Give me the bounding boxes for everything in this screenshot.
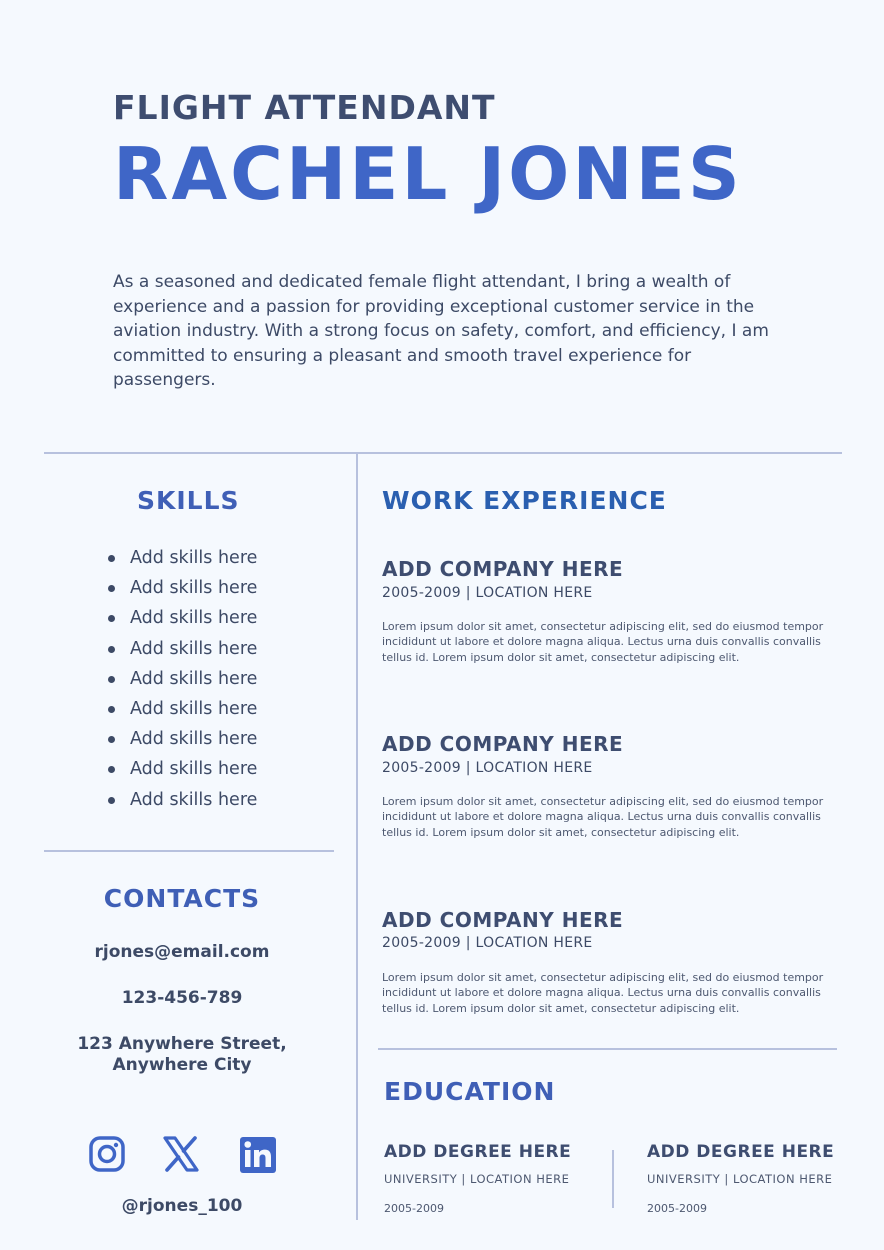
job-description: Lorem ipsum dolor sit amet, consectetur adipiscing elit, sed do eiusmod tempor incididunt ut labore et dolore magna aliqua. Lectus urna duis convallis convallis tellus id. Lorem ipsum dolor sit amet, consectetur adipiscing elit. bbox=[382, 795, 824, 839]
column-divider bbox=[356, 454, 358, 1220]
contact-address-line1: 123 Anywhere Street, bbox=[77, 1034, 287, 1054]
contact-phone: 123-456-789 bbox=[121, 988, 243, 1008]
instagram-icon[interactable] bbox=[88, 1135, 126, 1173]
skills-heading: SKILLS bbox=[137, 486, 240, 515]
skill-item: Add skills here bbox=[105, 787, 257, 817]
skill-item: Add skills here bbox=[105, 726, 257, 756]
university-location: UNIVERSITY | LOCATION HERE bbox=[384, 1172, 570, 1186]
profile-summary: As a seasoned and dedicated female flight attendant, I bring a wealth of experience and a passion for providing exceptional customer service in the aviation industry. With a strong focus on safety, comfort, and efficiency, I am committed to ensuring a pleasant and smooth travel experience for passengers. bbox=[113, 272, 769, 390]
education-heading: EDUCATION bbox=[384, 1077, 556, 1106]
contact-email: rjones@email.com bbox=[94, 942, 270, 962]
skill-item: Add skills here bbox=[105, 696, 257, 726]
social-handle: @rjones_100 bbox=[121, 1196, 243, 1216]
contacts-heading: CONTACTS bbox=[103, 884, 261, 913]
work-education-divider bbox=[378, 1048, 837, 1050]
contact-address-line2: Anywhere City bbox=[112, 1055, 252, 1075]
job-description: Lorem ipsum dolor sit amet, consectetur adipiscing elit, sed do eiusmod tempor incididunt ut labore et dolore magna aliqua. Lectus urna duis convallis convallis tellus id. Lorem ipsum dolor sit amet, consectetur adipiscing elit. bbox=[382, 971, 824, 1015]
company-name: ADD COMPANY HERE bbox=[382, 732, 624, 756]
skill-item: Add skills here bbox=[105, 605, 257, 635]
company-name: ADD COMPANY HERE bbox=[382, 557, 624, 581]
company-name: ADD COMPANY HERE bbox=[382, 908, 624, 932]
education-divider bbox=[612, 1150, 614, 1208]
skills-list bbox=[105, 545, 257, 817]
job-dates-location: 2005-2009 | LOCATION HERE bbox=[382, 760, 593, 776]
degree-years: 2005-2009 bbox=[647, 1202, 707, 1215]
university-location: UNIVERSITY | LOCATION HERE bbox=[647, 1172, 833, 1186]
skills-contacts-divider bbox=[44, 850, 334, 852]
skill-item: Add skills here bbox=[105, 545, 257, 575]
job-title: FLIGHT ATTENDANT bbox=[113, 88, 496, 127]
work-experience-heading: WORK EXPERIENCE bbox=[382, 486, 667, 515]
x-icon[interactable] bbox=[162, 1135, 200, 1173]
job-dates-location: 2005-2009 | LOCATION HERE bbox=[382, 585, 593, 601]
degree-name: ADD DEGREE HERE bbox=[647, 1142, 835, 1162]
linkedin-icon[interactable] bbox=[239, 1136, 277, 1174]
skill-item: Add skills here bbox=[105, 666, 257, 696]
job-description: Lorem ipsum dolor sit amet, consectetur adipiscing elit, sed do eiusmod tempor incididunt ut labore et dolore magna aliqua. Lectus urna duis convallis convallis tellus id. Lorem ipsum dolor sit amet, consectetur adipiscing elit. bbox=[382, 620, 824, 664]
skill-item: Add skills here bbox=[105, 636, 257, 666]
header-divider bbox=[44, 452, 842, 454]
degree-years: 2005-2009 bbox=[384, 1202, 444, 1215]
degree-name: ADD DEGREE HERE bbox=[384, 1142, 572, 1162]
skill-item: Add skills here bbox=[105, 756, 257, 786]
candidate-name: RACHEL JONES bbox=[113, 132, 743, 216]
job-dates-location: 2005-2009 | LOCATION HERE bbox=[382, 935, 593, 951]
skill-item: Add skills here bbox=[105, 575, 257, 605]
